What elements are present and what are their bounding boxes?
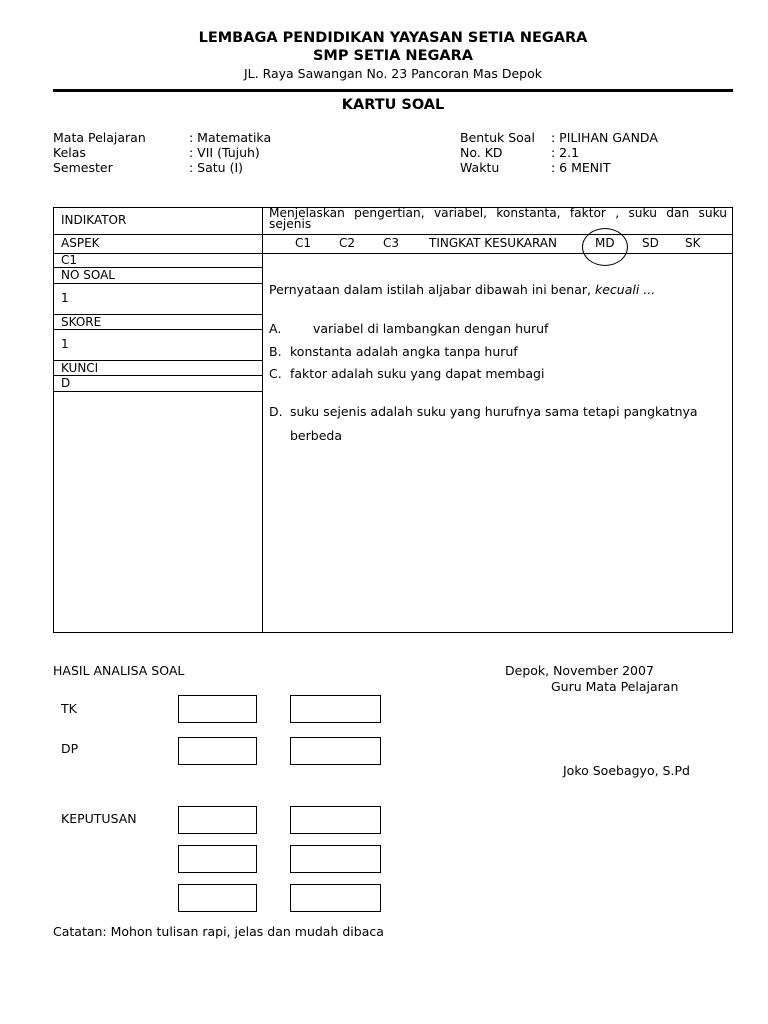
info-right-labels xyxy=(460,130,535,175)
footer-note: Catatan: Mohon tulisan rapi, jelas dan mudah dibaca xyxy=(53,924,384,939)
teacher-name: Joko Soebagyo, S.Pd xyxy=(563,763,690,778)
no-soal-label: NO SOAL xyxy=(61,268,115,282)
skore-label: SKORE xyxy=(61,315,102,329)
keputusan-input-box-6[interactable] xyxy=(290,884,381,912)
info-value: : PILIHAN GANDA xyxy=(551,130,658,145)
skore-value: 1 xyxy=(61,337,69,351)
analysis-title: HASIL ANALISA SOAL xyxy=(53,663,185,678)
info-label: Mata Pelajaran xyxy=(53,130,146,145)
tingkat-kesukaran-label: TINGKAT KESUKARAN xyxy=(429,236,557,250)
row-divider xyxy=(54,253,732,254)
kunci-label: KUNCI xyxy=(61,361,99,375)
no-soal-value: 1 xyxy=(61,291,69,305)
keputusan-input-box-4[interactable] xyxy=(290,845,381,873)
keputusan-input-box-3[interactable] xyxy=(178,845,257,873)
option-d xyxy=(269,404,698,419)
tingkat-option-sk: SK xyxy=(685,236,701,250)
tk-input-box-2[interactable] xyxy=(290,695,381,723)
info-left-values xyxy=(189,130,271,175)
option-text: suku sejenis adalah suku yang hurufnya sama tetapi pangkatnya xyxy=(290,404,698,419)
row-divider xyxy=(54,329,262,330)
info-label: Waktu xyxy=(460,160,500,175)
row-divider xyxy=(54,391,262,392)
option-text: konstanta adalah angka tanpa huruf xyxy=(290,344,518,359)
keputusan-input-box-5[interactable] xyxy=(178,884,257,912)
info-value: : Matematika xyxy=(189,130,272,145)
question-stem-text: Pernyataan dalam istilah aljabar dibawah ini benar, xyxy=(269,282,591,297)
option-text: faktor adalah suku yang dapat membagi xyxy=(290,366,545,381)
info-label: Semester xyxy=(53,160,113,175)
keputusan-input-box-1[interactable] xyxy=(178,806,257,834)
info-label: No. KD xyxy=(460,145,503,160)
info-label: Bentuk Soal xyxy=(460,130,535,145)
aspek-option: C2 xyxy=(339,236,356,250)
option-letter: D. xyxy=(269,404,283,419)
teacher-role: Guru Mata Pelajaran xyxy=(551,679,679,694)
info-left-labels xyxy=(53,130,146,175)
aspek-value: C1 xyxy=(61,253,78,267)
card-title: KARTU SOAL xyxy=(341,97,445,113)
tingkat-option-sd: SD xyxy=(642,236,659,250)
option-c xyxy=(269,366,544,381)
info-value: : VII (Tujuh) xyxy=(189,145,260,160)
option-letter: B. xyxy=(269,344,282,359)
table-column-divider xyxy=(262,208,263,632)
school-name: SMP SETIA NEGARA xyxy=(312,48,473,64)
dp-label: DP xyxy=(61,741,79,756)
dp-input-box-2[interactable] xyxy=(290,737,381,765)
aspek-label: ASPEK xyxy=(61,236,100,250)
row-divider xyxy=(54,283,262,284)
option-b xyxy=(269,344,518,359)
indikator-label: INDIKATOR xyxy=(61,213,127,227)
keputusan-input-box-2[interactable] xyxy=(290,806,381,834)
row-divider xyxy=(54,234,732,235)
option-d-continuation: berbeda xyxy=(290,428,342,443)
question-stem xyxy=(269,282,655,297)
header-divider xyxy=(53,89,733,92)
institution-name: LEMBAGA PENDIDIKAN YAYASAN SETIA NEGARA xyxy=(198,30,588,46)
school-address: JL. Raya Sawangan No. 23 Pancoran Mas Depok xyxy=(243,66,543,81)
option-letter: A. xyxy=(269,321,282,336)
keputusan-label: KEPUTUSAN xyxy=(61,811,137,826)
tk-input-box-1[interactable] xyxy=(178,695,257,723)
info-value: : 6 MENIT xyxy=(551,160,611,175)
aspek-option: C1 xyxy=(295,236,312,250)
kunci-value: D xyxy=(61,376,71,390)
option-text: variabel di lambangkan dengan huruf xyxy=(313,321,549,336)
option-letter: C. xyxy=(269,366,282,381)
question-stem-emphasis: kecuali ... xyxy=(594,282,656,297)
place-date: Depok, November 2007 xyxy=(505,663,654,678)
row-divider xyxy=(54,375,262,376)
question-card-table xyxy=(53,207,733,633)
info-value: : Satu (I) xyxy=(189,160,244,175)
indikator-text: Menjelaskan pengertian, variabel, konstanta, faktor , suku dan suku sejenis xyxy=(269,206,727,231)
aspek-option: C3 xyxy=(383,236,400,250)
info-value: : 2.1 xyxy=(551,145,580,160)
info-label: Kelas xyxy=(53,145,86,160)
tk-label: TK xyxy=(61,701,77,716)
tingkat-option-md: MD xyxy=(595,236,615,250)
info-right-values xyxy=(551,130,658,175)
selection-circle xyxy=(582,228,628,266)
dp-input-box-1[interactable] xyxy=(178,737,257,765)
option-a xyxy=(269,321,548,336)
